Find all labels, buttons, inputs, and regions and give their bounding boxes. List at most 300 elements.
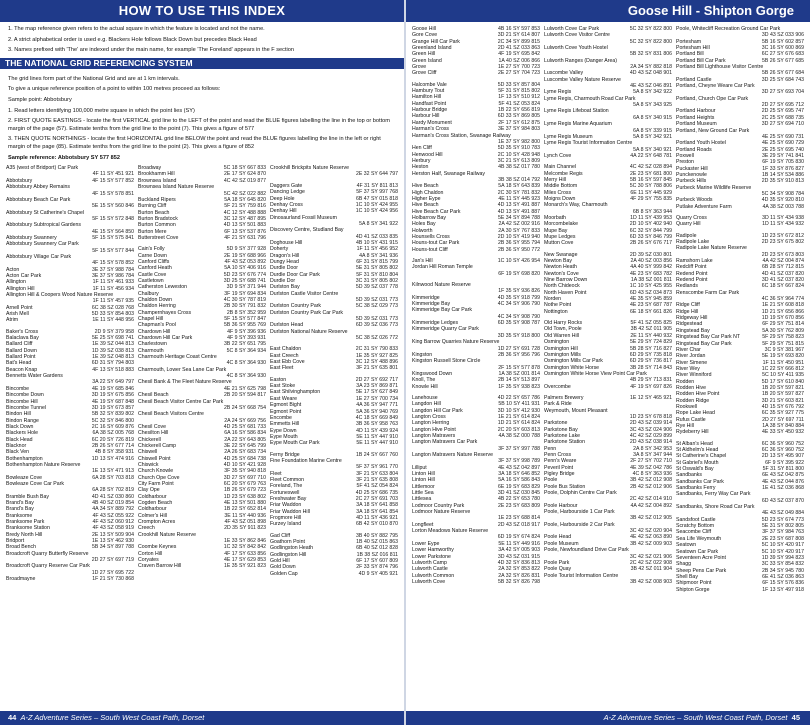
grid-reference: 4C 8 SY 364 930 <box>226 360 266 367</box>
place-name: East Stoke <box>270 383 296 390</box>
place-name: Lulworth Cove Car Park <box>544 26 600 32</box>
grid-reference: 5F 15 SY 577 844 <box>92 247 134 254</box>
place-name: North Chideock <box>544 283 580 290</box>
grid-reference: 4E 11 SY 445 923 <box>498 195 540 202</box>
grid-reference: 1D 39 SZ 038 813 <box>91 347 134 354</box>
grid-reference: 1E 27 SY 700 734 <box>355 395 398 402</box>
place-name: Linton Hill <box>412 471 435 478</box>
grid-reference: 6D 43 SZ 034 873 <box>629 289 672 296</box>
grid-reference: 1D 19 SY 670 856 <box>761 315 804 322</box>
place-name: Chardown Hill Car Park <box>138 335 193 342</box>
place-name: Quarry Hill <box>676 221 701 228</box>
place-name: Renscombe Farm Car Park <box>676 289 740 296</box>
place-name: Handfast Point <box>412 100 447 107</box>
grid-reference: 3B 42 SZ 012 905 <box>630 515 672 522</box>
place-name: Old Harry Rocks <box>544 320 583 327</box>
grid-reference: 6F 15 SY 576 836 <box>762 580 804 587</box>
place-name: Kimmeridge Bay <box>412 301 451 308</box>
grid-reference: 6F 19 SY 705 830 <box>762 159 804 166</box>
grid-reference: 6C 20 SY 726 819 <box>91 436 134 443</box>
place-name: Scratchy Bottom <box>676 523 715 530</box>
grid-reference: 2E 11 SY 440 932 <box>630 332 672 339</box>
place-name: Moigns Down <box>544 195 576 202</box>
place-name: Nine Barrow Down <box>544 277 588 284</box>
place-name: Crookhill Brickpits Nature Reserve <box>270 165 349 172</box>
place-name: Bincombe Tunnel <box>6 404 47 411</box>
place-name: Bindon Hill <box>6 411 31 418</box>
grid-reference: 4E 42 SZ 063 890 <box>630 534 672 541</box>
place-name: Jordan Hill Roman Temple <box>412 264 473 271</box>
place-name: Ringstead Bay Car Park NT <box>676 334 741 341</box>
grid-reference: 1E 35 SY 927 825 <box>355 352 398 359</box>
grid-reference: 4E 15 SY 564 850 <box>91 228 134 235</box>
place-name: St Alban's Head <box>676 440 713 447</box>
place-name: Radipole Lake Nature Reserve <box>676 245 747 252</box>
place-name: Chickerell Camp <box>138 442 177 449</box>
place-name: River Winniford <box>676 372 712 379</box>
place-name: Allington <box>6 279 26 286</box>
place-name: Acton <box>6 266 20 273</box>
grid-reference: 3D 9 SY 371 944 <box>226 284 266 291</box>
grid-reference: 2D 23 SY 675 802 <box>761 239 804 245</box>
grid-reference: 4A 42 SZ 004 892 <box>630 502 672 509</box>
place-name: Lyme Regis, Charmouth Road Car Park <box>544 95 636 102</box>
place-name: Gold Down <box>270 564 296 571</box>
place-name: Harbour Hill <box>412 113 440 120</box>
place-name: North Haven Point <box>544 289 587 296</box>
place-name: Osmington Mills Car Park <box>544 358 603 365</box>
grid-reference: 4A 36 SY 947 771 <box>356 402 398 409</box>
grid-reference: 5F 29 SY 758 823 <box>762 334 804 341</box>
place-name: Redend Point <box>676 270 708 277</box>
place-name: Poole, Harbourside 1 Car Park <box>544 509 615 516</box>
place-name: Lyme Regis Museum <box>544 133 593 140</box>
place-name: Coryates <box>138 557 159 564</box>
grid-reference: 5D 39 SZ 037 778 <box>355 284 398 291</box>
grid-reference: 1F 13 SY 510 912 <box>498 94 540 101</box>
grid-reference: 4D 35 SY 918 799 <box>497 294 540 301</box>
place-name: Foreland, The <box>270 483 303 490</box>
grid-reference: 5E 15 SY 560 846 <box>91 203 134 210</box>
place-name: Abbotsbury Abbey Remains <box>6 184 71 191</box>
place-name: Discovery Centre, Studland Bay <box>270 227 344 234</box>
grid-reference: 3D 21 SY 603 821 <box>761 397 804 404</box>
grid-reference: 1C 32 SY 842 842 <box>223 544 266 551</box>
place-name: Lyme Regis <box>544 89 572 96</box>
place-name: Ferny Bridge <box>270 451 300 458</box>
grid-reference: 3C 31 SY 805 802 <box>355 277 398 284</box>
grid-reference: 2A 24 SY 669 756 <box>224 417 266 424</box>
grid-reference: 5E 25 SY 698 741 <box>91 335 134 342</box>
place-name: Branksome Station <box>6 525 50 532</box>
place-name: Osmington Mills <box>544 351 581 358</box>
grid-reference: 3D 11 SY 434 938 <box>762 214 804 221</box>
place-name: Balaclava Bay <box>6 335 39 342</box>
grid-reference: 4D 10 SY 421 928 <box>223 461 266 468</box>
grid-reference: 3B 42 SZ 011 905 <box>630 326 672 333</box>
place-name: Chesil Bank & The Fleet Nature Reserve <box>138 379 232 386</box>
grid-reference: 6E 19 SY 683 829 <box>497 483 540 490</box>
index-entry <box>6 576 134 582</box>
place-name: Nothe Point <box>544 302 572 309</box>
place-name: Rydeberry Hill <box>676 429 709 436</box>
grid-reference: 3C 16 SY 600 869 <box>761 45 804 52</box>
place-name: Poole, Whitecliff Recreation Ground Car Park <box>676 26 781 32</box>
grid-text: 1. Read letters identifying 100,000 metre square in which the point lies (SY) <box>8 107 195 114</box>
place-name: Kimmeridge Bay Car Park <box>412 307 472 314</box>
place-name: Lulworth Castle <box>412 566 448 573</box>
place-name: Langton Matravers <box>412 432 456 439</box>
place-name: Rope Lake Head <box>676 410 715 417</box>
grid-reference: 5C 38 SZ 029 773 <box>355 303 398 310</box>
place-name: Coombe Keynes <box>138 544 177 551</box>
place-name: St Oswald's Bay <box>676 466 714 473</box>
place-name: Black Ven <box>6 449 30 456</box>
grid-reference: 2B 24 SY 668 754 <box>223 404 266 411</box>
grid-reference: 5D 17 SY 610 840 <box>761 378 804 385</box>
grid-reference: 2B 8 SY 352 959 <box>226 309 266 316</box>
place-name: Poole Head <box>544 534 572 541</box>
place-name: Green Island <box>412 57 442 64</box>
grid-reference: 4E 19 SY 687 848 <box>91 398 134 405</box>
place-name: Bredy North Hill <box>6 531 43 538</box>
grid-reference: 1F 11 SY 456 952 <box>356 246 398 253</box>
grid-reference: 1C 10 SY 426 954 <box>497 258 540 265</box>
place-name: Corton Hill <box>138 550 163 557</box>
grid-reference: 2A 8 SY 342 953 <box>633 445 672 452</box>
grid-reference: 3F 37 SY 984 763 <box>762 529 804 536</box>
grid-reference: 2B 34 SY 945 780 <box>761 567 804 574</box>
left-footer-text: A-Z Adventure Series – South West Coast Path, Dorset <box>20 713 205 722</box>
place-name: Charlestown <box>138 341 167 348</box>
grid-reference: 4D 25 SY 684 738 <box>223 455 266 462</box>
grid-reference: 3E 22 SY 645 799 <box>223 442 266 449</box>
grid-reference: 6C 38 SZ 028 768 <box>91 304 134 311</box>
place-name: Easton <box>270 376 287 383</box>
place-name: Poole Tourist Information Centre <box>544 572 619 579</box>
place-name: Burton Beach <box>138 209 170 216</box>
place-name: Coldharbour <box>138 493 167 500</box>
place-name: Chalbury <box>138 290 159 297</box>
grid-reference: 4E 25 SY 690 731 <box>761 133 804 140</box>
grid-reference: 5F 41 SZ 055 825 <box>630 320 672 327</box>
place-name: Baker's Cross <box>6 328 39 335</box>
index-entry <box>544 579 672 585</box>
grid-reference: 6D 29 SY 736 817 <box>629 358 672 365</box>
place-name: Higher Eype <box>412 195 441 202</box>
grid-reference: 2E 25 SY 695 740 <box>761 146 804 153</box>
grid-reference: 5E 29 SY 724 829 <box>629 339 672 346</box>
place-name: Osmington <box>544 339 570 346</box>
grid-reference: 3B 42 SZ 008 903 <box>630 578 672 585</box>
grid-reference: 1A 38 SZ 001 814 <box>498 370 540 377</box>
place-name: Linton Hill <box>412 477 435 484</box>
grid-reference: 5A 8 SY 343 925 <box>633 102 672 109</box>
place-name: River Simene <box>676 359 708 366</box>
place-name: Fortuneswell <box>270 489 300 496</box>
place-name: Chiswell <box>138 449 158 456</box>
place-name: Penn <box>544 445 557 452</box>
grid-reference: 1B 24 SY 667 760 <box>355 451 398 458</box>
grid-reference: 4E 17 SY 629 853 <box>223 557 266 564</box>
place-name: Osmington Hill <box>544 345 578 352</box>
place-name: Charmouth Heritage Coast Centre <box>138 354 217 361</box>
grid-reference: 2B 26 SY 676 717 <box>629 240 672 247</box>
grid-reference: 3D 27 SY 693 704 <box>761 89 804 96</box>
place-name: Ringstead Bay <box>676 327 710 334</box>
grid-reference: 6D 39 SZ 036 773 <box>355 322 398 329</box>
grid-reference: 1C 10 SY 424 956 <box>355 208 398 215</box>
place-name: Abbotsbury Swannery Car Park <box>6 241 79 248</box>
place-name: Chaldon Herring <box>138 303 176 310</box>
place-name: Poole Harbour <box>544 502 578 509</box>
place-name: East Fleet <box>270 365 294 372</box>
place-name: Pigley Bridge <box>544 471 575 478</box>
place-name: Lulworth Camp <box>412 559 447 566</box>
left-page-title: HOW TO USE THIS INDEX <box>0 0 404 22</box>
place-name: East Ebb Cove <box>270 359 305 366</box>
place-name: Durdle Dor <box>270 277 296 284</box>
left-page-number: 44 <box>8 713 17 722</box>
place-name: Merry Hill <box>544 176 566 183</box>
place-name: Gore Cove <box>412 32 438 39</box>
grid-text: 3. THEN QUOTE NORTHINGS - locate the first HORIZONTAL grid line BELOW the point and read the BLUE figures labelling the line in the left or right margin of the page (85). Estimate tenths from the grid line to the point (2). This gives a figure of 852 <box>8 136 381 150</box>
place-name: Castle Cove <box>138 271 167 278</box>
place-name: Sandbanks Car Park <box>676 478 724 485</box>
place-name: Cain's Folly <box>138 246 165 253</box>
grid-reference: 1F 33 SY 876 827 <box>762 165 804 172</box>
grid-reference: 2D 35 SY 911 823 <box>224 525 266 532</box>
place-name: Burton Bradstock <box>138 215 178 222</box>
grid-reference: 1B 22 SY 656 819 <box>497 107 540 114</box>
grid-reference: 2A 22 SY 643 805 <box>224 436 266 443</box>
grid-reference: 1E 35 SY 921 823 <box>223 563 266 570</box>
grid-reference: 3B 42 SZ 011 904 <box>630 566 672 573</box>
grid-text: The grid lines form part of the National Grid and are at 1 km intervals. <box>8 75 180 82</box>
place-name: Rodden <box>676 378 695 385</box>
place-name: Abbotsbury Swannery <box>6 234 57 241</box>
place-name: Egmont Bight <box>270 402 302 409</box>
place-name: Mutton Cove <box>544 240 574 247</box>
place-name: Shagg <box>676 561 692 568</box>
grid-reference: 2E 23 SY 681 800 <box>629 170 672 177</box>
place-name: Portland Castle <box>676 76 712 83</box>
grid-reference: 5D 23 SY 676 774 <box>223 271 266 278</box>
place-name: Newton Heath <box>544 264 577 271</box>
grid-reference: 3A 42 SY 005 903 <box>498 547 540 554</box>
place-name: Ballard Point <box>6 354 36 361</box>
place-name: Poole, Harbourside 2 Car Park <box>544 521 615 528</box>
place-name: City Farm Point <box>138 480 174 487</box>
grid-reference: 6D 35 SY 908 787 <box>497 320 540 327</box>
grid-reference: 5E 17 SY 627 849 <box>355 389 398 396</box>
place-name: Crompton Acres <box>138 519 176 526</box>
left-footer <box>0 711 412 725</box>
grid-reference: 1C 10 SY 424 955 <box>355 201 398 208</box>
place-name: Herbury <box>412 157 431 164</box>
place-name: Craven Barrow Hill <box>138 563 182 570</box>
place-name: Ridgeway Hill <box>676 315 708 322</box>
place-name: Portland, Church Ope Car Park <box>676 95 749 102</box>
left-page <box>0 0 404 725</box>
place-name: Hardy Monument <box>412 119 452 126</box>
place-name: Durdle Door Car Park <box>270 271 320 278</box>
grid-reference: 4C 34 SY 908 790 <box>497 313 540 320</box>
place-name: Bowleaze Cove Car Park <box>6 480 64 487</box>
place-name: Goose Hill <box>412 26 436 32</box>
place-name: Chapman's Pool <box>138 322 176 329</box>
place-name: Portland, New Ground Car Park <box>676 127 750 134</box>
place-name: Poole Park <box>544 559 570 566</box>
grid-reference: 2D 23 SY 673 803 <box>761 251 804 258</box>
place-name: Acton Car Park <box>6 272 42 279</box>
place-name: Palmers Brewery <box>544 394 584 401</box>
grid-reference: 5E 11 SY 447 910 <box>356 433 398 440</box>
grid-reference: 2C 34 SY 899 815 <box>497 38 540 45</box>
grid-reference: 2E 17 SY 624 870 <box>223 171 266 178</box>
place-name: New Swanage <box>544 251 578 258</box>
place-name: Hive Beach <box>412 202 439 209</box>
place-name: Bincombe Down <box>6 392 44 399</box>
place-name: Chiswell Point <box>138 455 171 462</box>
grid-reference: 2D 13 SY 495 907 <box>761 453 804 460</box>
place-name: Halcombe Vale <box>412 81 447 88</box>
place-name: Seacombe Cliff <box>676 529 712 536</box>
index-column <box>138 165 266 582</box>
place-name: Parkstone Station <box>544 439 585 446</box>
place-name: Parkstone Lake <box>544 432 581 439</box>
place-name: Morcombelake <box>544 221 579 228</box>
place-name: Canford Heath <box>138 265 172 272</box>
place-name: Portland Museum <box>676 121 717 128</box>
place-name: Durlston Country Park Car Park <box>270 309 343 316</box>
grid-reference: 3F 37 SY 997 788 <box>498 445 540 452</box>
place-name: Ridge Cliff <box>676 302 700 309</box>
place-name: Denhay Hill <box>270 208 297 215</box>
place-name: Sandbanks, Ferry Way Car Park <box>676 491 751 498</box>
place-name: Moorbath <box>544 214 566 221</box>
place-name: Ridge Hill <box>676 308 699 315</box>
grid-reference: 2E 13 SY 509 904 <box>91 531 134 538</box>
grid-reference: 5F 15 SY 575 841 <box>92 234 134 241</box>
grid-reference: 4E 43 SZ 049 884 <box>762 510 804 517</box>
place-name: Bincombe <box>6 385 30 392</box>
index-entry <box>676 587 804 593</box>
grid-reference: 2D 43 SZ 039 914 <box>629 420 672 427</box>
grid-reference: 6F 9 SY 395 922 <box>765 459 804 466</box>
grid-reference: 3C 12 SY 488 896 <box>355 359 398 366</box>
place-name: Portland Bill Car Park <box>676 57 726 64</box>
place-name: Chapel Hill <box>138 316 164 323</box>
place-name: Colmer's Hill <box>138 512 167 519</box>
grid-reference: 4F 9 SY 396 936 <box>227 328 266 335</box>
place-name: Poole, Dolphin Centre Car Park <box>544 490 617 497</box>
place-name: Shipton Gorge <box>676 586 710 593</box>
grid-reference: 5A 16 SY 586 843 <box>498 477 540 484</box>
grid-reference: 2D 43 SZ 018 917 <box>497 521 540 528</box>
place-name: Doherty <box>270 246 289 253</box>
place-name: Fleet <box>270 470 282 477</box>
place-name: Durlston Castle Visitor Centre <box>270 290 339 297</box>
place-name: East Shilvinghampton <box>270 389 321 396</box>
grid-reference: 2C 10 SY 428 948 <box>497 151 540 158</box>
grid-reference: 1E 41 SZ 036 868 <box>762 485 804 492</box>
grid-reference: 4E 23 SY 683 782 <box>629 270 672 277</box>
index-entry <box>270 571 398 577</box>
place-name: Creech <box>138 525 155 532</box>
place-name: East Chaldon <box>270 346 302 353</box>
grid-reference: 4B 40 SZ 019 854 <box>92 500 134 506</box>
place-name: Chiswick <box>138 461 159 468</box>
place-name: Newton's Cove <box>544 270 579 277</box>
grid-reference: 6F 19 SY 698 820 <box>498 270 540 277</box>
grid-reference: 5B 34 SY 897 788 <box>91 544 134 551</box>
grid-reference: 5F 15 SY 572 848 <box>92 215 134 222</box>
place-name: Littlemoor <box>412 483 435 490</box>
index-column <box>544 26 672 593</box>
grid-reference: 3A 18 SY 641 854 <box>356 508 398 515</box>
grid-reference: 2D 10 SY 402 940 <box>629 221 672 228</box>
grid-reference: 3D 19 SY 675 856 <box>91 392 134 399</box>
place-name: Langdon Hill Car Park <box>412 407 463 414</box>
place-name: Ridgestead <box>676 321 703 328</box>
grid-reference: 6B 8 SY 363 944 <box>632 208 672 215</box>
grid-reference: 6D 33 SY 846 799 <box>629 234 672 240</box>
place-name: Charmouth <box>138 347 164 354</box>
grid-reference: 4F 21 SY 631 796 <box>224 234 266 241</box>
grid-reference: 6A 28 SY 702 819 <box>92 487 134 494</box>
place-name: Dragon's Hill <box>270 252 300 259</box>
grid-reference: 5B 16 SY 597 845 <box>629 176 672 183</box>
place-name: Abbotsbury <box>6 177 33 184</box>
grid-reference: 2B 14 SY 513 897 <box>497 377 540 384</box>
place-name: Lulworth Cove Youth Hostel <box>544 45 608 52</box>
place-name: Allington Hill & Coopers Wood Nature Reserve <box>6 292 114 298</box>
grid-reference: 4E 19 SY 685 846 <box>91 385 134 392</box>
place-name: Cogden Beach <box>138 500 173 506</box>
place-name: Bindon Range <box>6 417 39 424</box>
grid-reference: 5B 32 SY 839 802 <box>91 411 134 418</box>
place-name: Arish Mell <box>6 311 29 318</box>
place-name: Harman's Cross Station, Swanage Railway <box>412 132 511 139</box>
grid-reference: 6E 18 SY 661 826 <box>629 308 672 315</box>
grid-reference: 4D 11 SY 436 921 <box>356 515 398 521</box>
place-name: Kingswood Down <box>412 370 453 377</box>
place-name: Lower Hamworthy <box>412 547 454 554</box>
grid-reference: 2D 39 SZ 030 801 <box>629 251 672 258</box>
grid-reference: 6F 31 SY 815 799 <box>356 258 398 265</box>
grid-reference: 3C 21 SY 613 809 <box>497 157 540 164</box>
grid-reference: 5C 42 SZ 022 882 <box>223 190 266 197</box>
place-name: Brownsea Island <box>138 177 177 184</box>
grid-reference: 3C 33 SY 854 832 <box>761 561 804 568</box>
place-name: Blacknor <box>6 442 27 449</box>
place-name: Chaldon Down <box>138 297 173 303</box>
grid-reference: 3B 22 SY 651 795 <box>223 341 266 348</box>
grid-reference: 4C 8 SY 364 930 <box>226 373 266 380</box>
place-name: Catherston Leweston <box>138 284 188 291</box>
grid-reference: 3D 43 SZ 033 906 <box>761 32 804 39</box>
place-name: Castletown <box>138 277 164 284</box>
place-name: Houns-tout Car Park <box>412 240 460 247</box>
place-name: Portland Roads <box>676 146 712 153</box>
grid-reference: 2C 42 SZ 014 910 <box>629 496 672 503</box>
grid-reference: 4D 25 SY 686 735 <box>355 489 398 496</box>
grid-reference: 3D 35 SY 918 800 <box>497 332 540 339</box>
grid-reference: 5C 32 SY 822 800 <box>629 38 672 45</box>
place-name: Middle Bottom <box>544 183 578 190</box>
place-name: Redcliff Point <box>676 264 707 271</box>
